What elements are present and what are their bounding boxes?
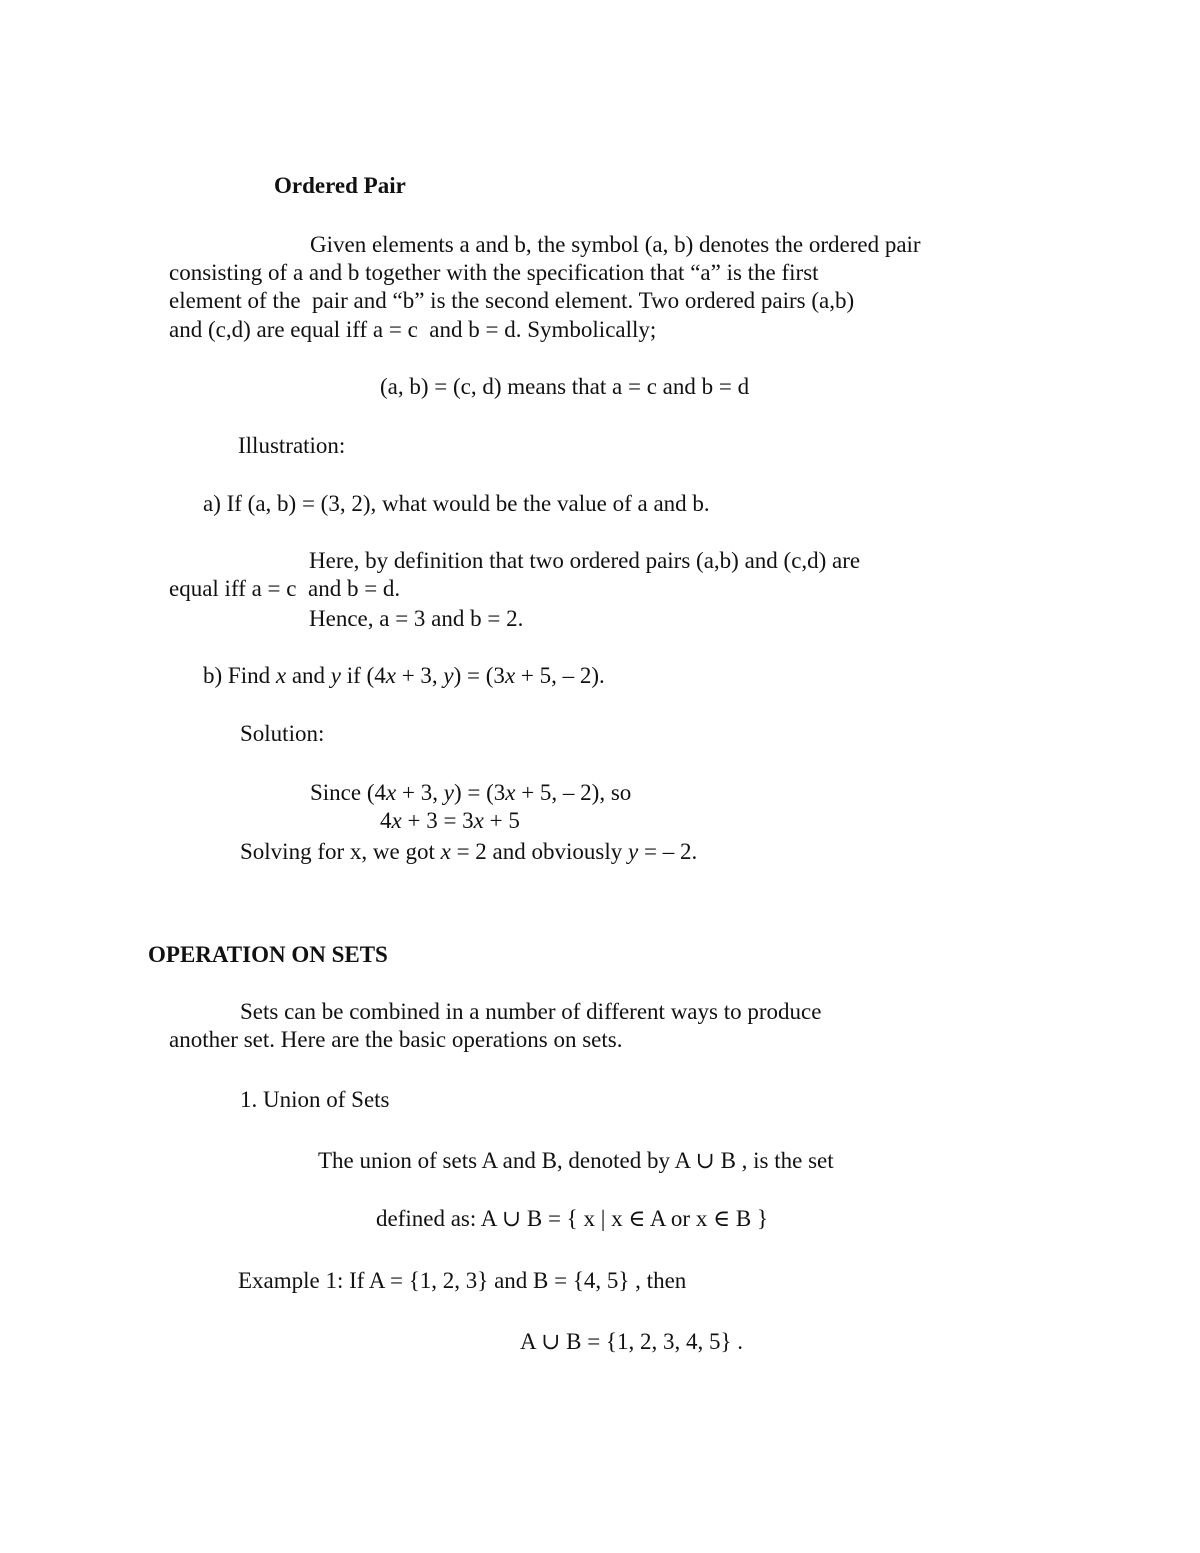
example-1-statement: Example 1: If A = {1, 2, 3} and B = {4, 5} , then: [238, 1268, 687, 1293]
operations-intro-line-2: another set. Here are the basic operations on sets.: [169, 1027, 623, 1052]
union-of-sets-title: 1. Union of Sets: [240, 1087, 390, 1112]
equality-formula: (a, b) = (c, d) means that a = c and b = d: [380, 374, 750, 399]
example-a-answer-line-1: Here, by definition that two ordered pairs (a,b) and (c,d) are: [309, 548, 861, 573]
solution-label: Solution:: [240, 721, 325, 746]
definition-line-3: element of the pair and “b” is the second element. Two ordered pairs (a,b): [169, 288, 855, 313]
definition-line-1: Given elements a and b, the symbol (a, b) denotes the ordered pair: [310, 232, 921, 257]
solution-line-1: Since (4x + 3, y) = (3x + 5, – 2), so: [310, 780, 632, 805]
example-a-question: a) If (a, b) = (3, 2), what would be the value of a and b.: [203, 491, 710, 516]
heading-ordered-pair: Ordered Pair: [274, 173, 406, 198]
example-a-answer-line-3: Hence, a = 3 and b = 2.: [309, 606, 524, 631]
definition-line-2: consisting of a and b together with the specification that “a” is the first: [169, 260, 819, 285]
heading-operation-on-sets: OPERATION ON SETS: [148, 942, 388, 967]
example-1-result: A ∪ B = {1, 2, 3, 4, 5} .: [520, 1329, 744, 1354]
definition-line-4: and (c,d) are equal iff a = c and b = d. Symbolically;: [169, 317, 657, 342]
solution-line-2: 4x + 3 = 3x + 5: [380, 808, 520, 833]
operations-intro-line-1: Sets can be combined in a number of different ways to produce: [240, 999, 822, 1024]
example-b-question: b) Find x and y if (4x + 3, y) = (3x + 5, – 2).: [203, 663, 605, 688]
example-a-answer-line-2: equal iff a = c and b = d.: [169, 576, 401, 601]
union-definition-line-1: The union of sets A and B, denoted by A ∪ B , is the set: [318, 1148, 834, 1173]
illustration-label: Illustration:: [238, 433, 346, 458]
solution-line-3: Solving for x, we got x = 2 and obviously y = – 2.: [240, 839, 698, 864]
union-definition-line-2: defined as: A ∪ B = { x | x ∈ A or x ∈ B }: [376, 1206, 768, 1231]
